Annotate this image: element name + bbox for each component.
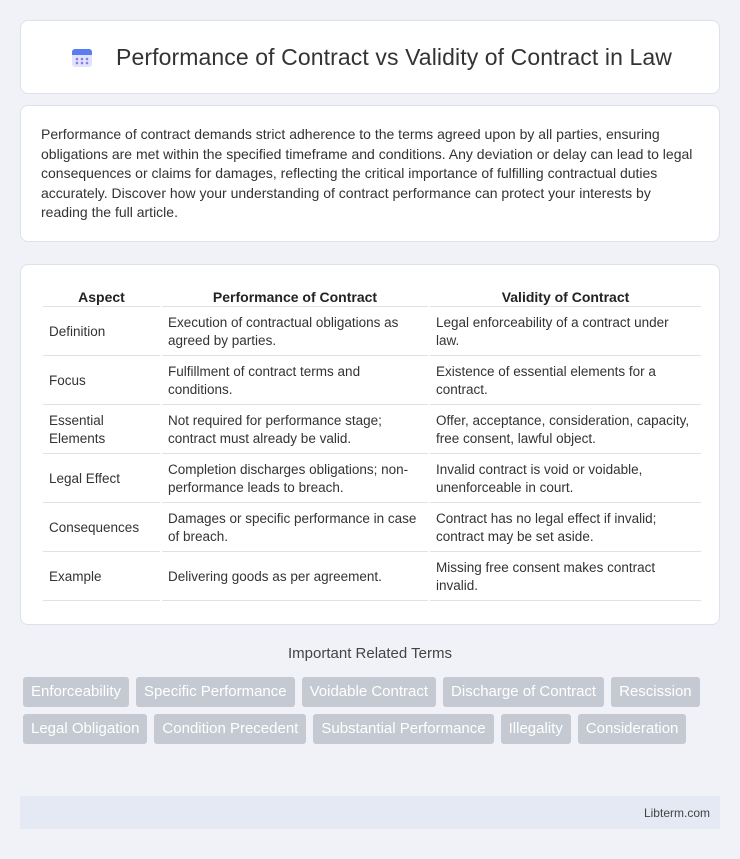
table-row bbox=[43, 456, 701, 503]
table-cell: Execution of contractual obligations as agreed by parties. bbox=[162, 309, 428, 356]
table-cell: Definition bbox=[43, 309, 160, 356]
table-cell: Invalid contract is void or voidable, unenforceable in court. bbox=[430, 456, 701, 503]
intro-text: Performance of contract demands strict adherence to the terms agreed upon by all parties, ensuring obligations are met within the specified timeframe and conditions. Any deviation or delay can lead to legal consequences or claims for damages, reflecting the critical importance of fulfilling contractual duties accurately. Discover how your understanding of contract performance can protect your interests by reading the full article. bbox=[41, 126, 693, 221]
table-cell: Consequences bbox=[43, 505, 160, 552]
table-cell: Legal enforceability of a contract under law. bbox=[430, 309, 701, 356]
table-cell: Contract has no legal effect if invalid; contract may be set aside. bbox=[430, 505, 701, 552]
related-term-tag[interactable]: Enforceability bbox=[23, 677, 129, 707]
table-cell: Completion discharges obligations; non-performance leads to breach. bbox=[162, 456, 428, 503]
column-header-aspect: Aspect bbox=[43, 287, 160, 307]
related-term-tag[interactable]: Substantial Performance bbox=[313, 714, 493, 744]
related-term-tag[interactable]: Rescission bbox=[611, 677, 700, 707]
table-cell: Fulfillment of contract terms and conditions. bbox=[162, 358, 428, 405]
table-row bbox=[43, 407, 701, 454]
intro-card bbox=[20, 105, 720, 242]
table-cell: Existence of essential elements for a contract. bbox=[430, 358, 701, 405]
table-cell: Focus bbox=[43, 358, 160, 405]
table-cell: Offer, acceptance, consideration, capacity, free consent, lawful object. bbox=[430, 407, 701, 454]
related-term-tag[interactable]: Legal Obligation bbox=[23, 714, 147, 744]
comparison-table-card bbox=[20, 264, 720, 625]
related-term-tag[interactable]: Illegality bbox=[501, 714, 571, 744]
page-title: Performance of Contract vs Validity of Contract in Law bbox=[116, 43, 672, 70]
column-header-performance: Performance of Contract bbox=[162, 287, 428, 307]
table-row bbox=[43, 554, 701, 601]
table-cell: Legal Effect bbox=[43, 456, 160, 503]
table-cell: Missing free consent makes contract invalid. bbox=[430, 554, 701, 601]
related-term-tag[interactable]: Consideration bbox=[578, 714, 687, 744]
related-terms-tags bbox=[23, 677, 723, 751]
related-term-tag[interactable]: Specific Performance bbox=[136, 677, 295, 707]
table-header-row bbox=[43, 287, 701, 307]
table-cell: Example bbox=[43, 554, 160, 601]
table-cell: Damages or specific performance in case of breach. bbox=[162, 505, 428, 552]
header-card bbox=[20, 20, 720, 94]
table-cell: Delivering goods as per agreement. bbox=[162, 554, 428, 601]
related-terms-heading: Important Related Terms bbox=[288, 645, 452, 662]
column-header-validity: Validity of Contract bbox=[430, 287, 701, 307]
table-row bbox=[43, 358, 701, 405]
related-term-tag[interactable]: Discharge of Contract bbox=[443, 677, 604, 707]
footer-site-link[interactable]: Libterm.com bbox=[643, 805, 710, 820]
table-cell: Not required for performance stage; contract must already be valid. bbox=[162, 407, 428, 454]
footer bbox=[20, 796, 720, 829]
table-cell: Essential Elements bbox=[43, 407, 160, 454]
comparison-table bbox=[41, 285, 703, 603]
related-term-tag[interactable]: Voidable Contract bbox=[302, 677, 436, 707]
table-row bbox=[43, 309, 701, 356]
related-term-tag[interactable]: Condition Precedent bbox=[154, 714, 306, 744]
calendar-icon bbox=[68, 43, 96, 71]
table-row bbox=[43, 505, 701, 552]
